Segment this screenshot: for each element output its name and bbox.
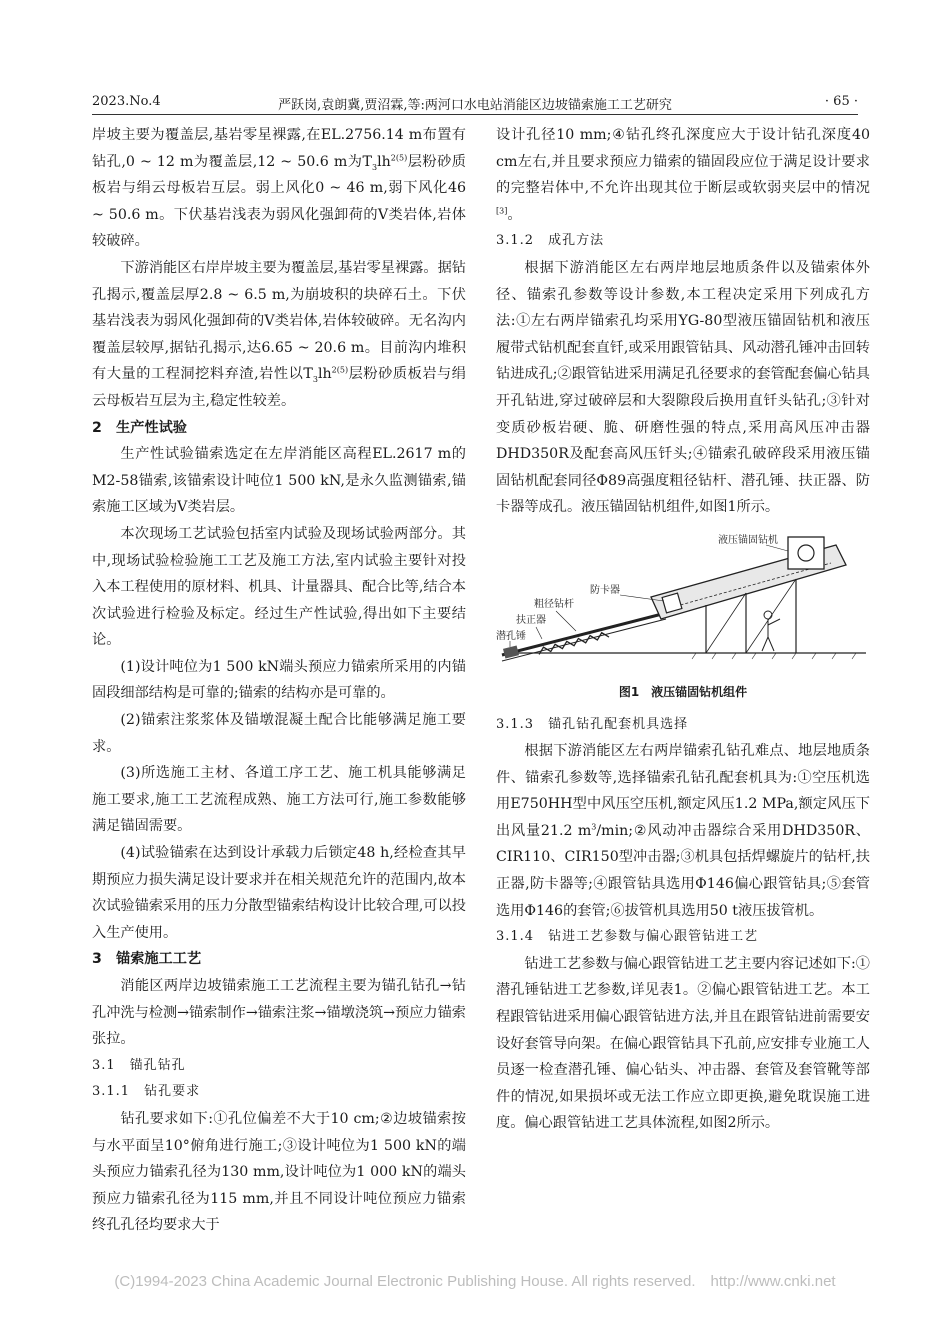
label-rig: 液压锚固钻机 bbox=[718, 534, 778, 546]
paragraph-geology-right bbox=[92, 255, 466, 415]
operator-arm bbox=[768, 619, 780, 625]
figure-1-caption: 图1 液压锚固钻机组件 bbox=[618, 684, 748, 699]
hammer-shape bbox=[503, 645, 519, 658]
page-number: · 65 · bbox=[824, 94, 858, 109]
stratum2-sub: 3 bbox=[312, 375, 318, 385]
equipment-text-b: /min;②风动冲击器综合采用DHD350R、CIR110、CIR150型冲击器;③机具包括焊螺旋片的钻杆,扶正器,防卡器等;④跟管钻具选用Φ146偏心跟管钻具;⑤套管选用Φ146的套管;⑥拔管机具选用50 t液压拔管机。 bbox=[496, 822, 870, 919]
label-centralizer: 扶正器 bbox=[516, 614, 546, 626]
requirements-cont-text: 设计孔径10 mm;④钻孔终孔深度应大于设计钻孔深度40 cm左右,并且要求预应力锚索的锚固段应位于满足设计要求的完整岩体中,不允许出现其位于断层或软弱夹层中的情况 bbox=[496, 127, 870, 197]
section-3-1-heading: 3.1 锚孔钻孔 bbox=[92, 1057, 186, 1073]
paragraph-trial-anchor: 生产性试验锚索选定在左岸消能区高程EL.2617 m的M2-58锚索,该锚索设计吨位1 500 kN,是永久监测锚索,锚索施工区域为Ⅴ类岩层。 bbox=[92, 446, 466, 516]
guard-block bbox=[662, 593, 682, 613]
paragraph-geology-left bbox=[92, 122, 466, 255]
stratum-sub: 3 bbox=[371, 162, 378, 172]
paragraph-equipment bbox=[496, 738, 870, 924]
conclusion-1: (1)设计吨位为1 500 kN端头预应力锚索所采用的内锚固段细部结构是可靠的;锚索的结构亦是可靠的。 bbox=[92, 658, 466, 702]
geology-text-a: 岸坡主要为覆盖层,基岩零星裸露,在EL.2756.14 m布置有钻孔,0 ~ 12 m为覆盖层,12 ~ 50.6 m为 bbox=[92, 127, 466, 170]
stratum-sup: 2(5) bbox=[390, 152, 408, 162]
figure-1-drill-rig bbox=[496, 527, 870, 677]
cubic-sup: 3 bbox=[591, 822, 597, 832]
header-rule bbox=[92, 114, 858, 115]
equipment-text-a: 根据下游消能区左右两岸锚索孔钻孔难点、地层地质条件、锚索孔参数等,选择锚索孔钻孔配套机具为:①空压机选用E750HH型中风压空压机,额定风压1.2 MPa,额定风压下出风量21.2 m bbox=[496, 743, 870, 839]
paragraph-trial-scope: 本次现场工艺试验包括室内试验及现场试验两部分。其中,现场试验检验施工工艺及施工方法,室内试验主要针对投入本工程使用的原材料、机具、计量器具、配合比等,结合本次试验进行检验及标定。经过生产性试验,得出如下主要结论。 bbox=[92, 525, 466, 649]
paragraph-hole-methods: 根据下游消能区左右两岸地层地质条件以及锚索体外径、锚索孔参数等设计参数,本工程决定采用下列成孔方法:①左右两岸锚索孔均采用YG-80型液压锚固钻机和液压履带式钻机配套直钎,或采用跟管钻具、风动潜孔锤冲击回转钻进成孔;②跟管钻进采用满足孔径要求的套管配套偏心钻具开孔钻进,穿过破碎层和大裂隙段后换用直钎头钻孔;③针对变质砂板岩硬、脆、研磨性强的特点,采用高风压冲击器DHD350R及配套高风压钎头;④锚索孔破碎段采用液压锚固钻机配套同径Φ89高强度粗径钻杆、潜孔锤、扶正器、防卡器等成孔。液压锚固钻机组件,如图1所示。 bbox=[496, 259, 870, 516]
rig-head bbox=[788, 537, 824, 569]
label-hammer: 潜孔锤 bbox=[496, 630, 526, 642]
stratum-lh: lh bbox=[377, 153, 391, 170]
stratum2-lh: lh bbox=[317, 366, 332, 383]
paragraph-drilling-requirements-cont bbox=[496, 122, 870, 228]
section-3-1-4-heading: 3.1.4 钻进工艺参数与偏心跟管钻进工艺 bbox=[496, 929, 759, 945]
paragraph-process-flow: 消能区两岸边坡锚索施工工艺流程主要为锚孔钻孔→钻孔冲洗与检测→锚索制作→锚索注浆→锚墩浇筑→预应力锚索张拉。 bbox=[92, 978, 466, 1048]
label-rod: 粗径钻杆 bbox=[534, 598, 574, 610]
right-column bbox=[496, 122, 870, 1137]
drill-rig-diagram bbox=[496, 527, 870, 677]
left-column bbox=[92, 122, 466, 1239]
stratum2-sup: 2(5) bbox=[331, 365, 349, 375]
running-header bbox=[92, 90, 858, 112]
section-3-1-3-heading: 3.1.3 锚孔钻孔配套机具选择 bbox=[496, 716, 689, 732]
issue-number: 2023.No.4 bbox=[92, 94, 161, 109]
running-title: 严跃岗,袁朗冀,贾沼霖,等:两河口水电站消能区边坡锚索施工工艺研究 bbox=[278, 98, 672, 113]
label-guard: 防卡器 bbox=[590, 584, 620, 596]
section-3-heading: 3 锚索施工工艺 bbox=[92, 951, 202, 968]
geology-text-b: 层粉砂质板岩与绢云母板岩互层。弱上风化0 ~ 46 m,弱下风化46 ~ 50.6 m。下伏基岩浅表为弱风化强卸荷的Ⅴ类岩体,岩体较破碎。 bbox=[92, 153, 466, 250]
conclusion-3: (3)所选施工主材、各道工序工艺、施工机具能够满足施工要求,施工工艺流程成熟、施工方法可行,施工参数能够满足锚固需要。 bbox=[92, 765, 466, 835]
paragraph-drilling-process: 钻进工艺参数与偏心跟管钻进工艺主要内容记述如下:①潜孔锤钻进工艺参数,详见表1。②偏心跟管钻进工艺。本工程跟管钻进采用偏心跟管钻进方法,并且在跟管钻进前需要安设好套管导向架。在偏心跟管钻具下孔前,应安排专业施工人员逐一检查潜孔锤、偏心钻头、冲击器、套管及套管靴等部件的情况,如果损坏或无法工作应立即更换,避免耽误施工进度。偏心跟管钻进工艺具体流程,如图2所示。 bbox=[496, 955, 870, 1132]
operator-leg-l bbox=[762, 637, 768, 651]
conclusion-2: (2)锚索注浆浆体及锚墩混凝土配合比能够满足施工要求。 bbox=[92, 712, 466, 755]
stratum2-t: T bbox=[303, 366, 313, 383]
geology-right-text-a: 下游消能区右岸岸坡主要为覆盖层,基岩零星裸露。据钻孔揭示,覆盖层厚2.8 ~ 6.5 m,为崩坡积的块碎石土。下伏基岩浅表为弱风化强卸荷的Ⅴ类岩体,岩体较破碎。无名沟内覆盖层较厚,据钻孔揭示,达6.65 ~ 20.6 m。目前沟内堆积有大量的工程洞挖料弃渣,岩性以 bbox=[92, 259, 466, 383]
operator-head bbox=[764, 611, 772, 619]
paragraph-drilling-requirements: 钻孔要求如下:①孔位偏差不大于10 cm;②边坡锚索按与水平面呈10°俯角进行施工;③设计吨位为1 500 kN的端头预应力锚索孔径为130 mm,设计吨位为1 000 kN的端头预应力锚索孔径为115 mm,并且不同设计吨位预应力锚索终孔孔径均要求大于 bbox=[92, 1110, 466, 1234]
section-2-heading: 2 生产性试验 bbox=[92, 419, 187, 436]
copyright-footer: (C)1994-2023 China Academic Journal Electronic Publishing House. All rights reserved. http://www.cnki.net bbox=[114, 1273, 836, 1290]
leader-centralizer bbox=[536, 627, 542, 639]
conclusion-4: (4)试验锚索在达到设计承载力后锁定48 h,经检查其早期预应力损失满足设计要求并在相关规范允许的范围内,故本次试验锚索采用的压力分散型锚索结构设计比较合理,可以投入生产使用。 bbox=[92, 845, 466, 941]
leader-rod bbox=[556, 611, 576, 631]
geology-right-text-b: 层粉砂质板岩与绢云母板岩互层为主,稳定性较差。 bbox=[92, 366, 466, 409]
ground-hatch bbox=[692, 653, 856, 659]
citation-ref: [3] bbox=[496, 206, 508, 216]
section-3-1-1-heading: 3.1.1 钻孔要求 bbox=[92, 1084, 201, 1100]
requirements-cont-end: 。 bbox=[507, 206, 522, 223]
section-3-1-2-heading: 3.1.2 成孔方法 bbox=[496, 233, 605, 249]
stratum-t: T bbox=[362, 153, 372, 170]
operator-leg-r bbox=[768, 637, 774, 651]
